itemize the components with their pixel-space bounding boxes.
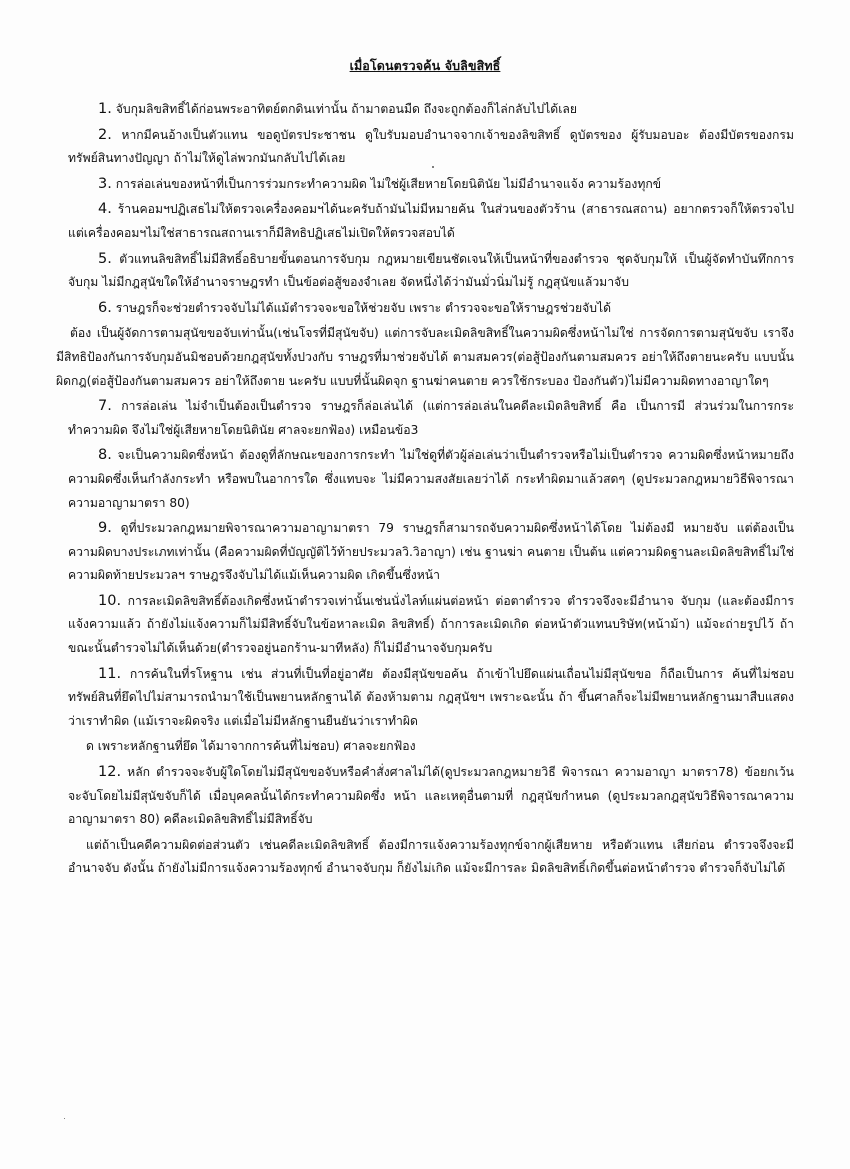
paragraph-text: หากมีคนอ้างเป็นตัวแทน ขอดูบัตรประชาชน ดูใบรับมอบอำนาจจากเจ้าของลิขสิทธิ์ ดูบัตรของ ผู้รับมอบอะ ต้องมีบัตรของกรมทรัพย์สินทางปัญญา ถ้าไม่ให้ดูไล่พวกมันกลับไปได้เลย xyxy=(68,127,795,166)
paragraph-text: ราษฎรก็จะช่วยตำรวจจับไม่ได้แม้ตำรวจจะขอให้ช่วยจับ เพราะ ตำรวจจะขอให้ราษฎรช่วยจับได้ xyxy=(115,300,612,315)
paragraph-3 xyxy=(68,173,794,197)
scan-speck xyxy=(432,166,434,168)
paragraph-text: ตัวแทนลิขสิทธิ์ไม่มีสิทธิ์อธิบายขั้นตอนการจับกุม กฎหมายเขียนชัดเจนให้เป็นหน้าที่ของตำรวจ ชุดจับกุมให้ เป็นผู้จัดทำบันทึกการจับกุม ไม่มีกฎสุนัขใดให้อำนาจราษฎรทำ เป็นข้อต่อสู้ของจำเลย จัดหนึ่งได้ว่ามันมั่วนิ่มไม่รู้ กฎสุนัขแล้วมาจับ xyxy=(68,251,794,290)
paragraph-text: ดูที่ประมวลกฎหมายพิจารณาความอาญามาตรา 79 ราษฎรก็สามารถจับความผิดซึ่งหน้าได้โดย ไม่ต้องมี หมายจับ แต่ต้องเป็นความผิดบางประเภทเท่านั้น (คือความผิดที่บัญญัติไว้ท้ายประมวลวิ.วิอาญา) เช่น ฐานฆ่า คนตาย เป็นต้น แต่ความผิดฐานละเมิดลิขสิทธิ์ไม่ใช่ความผิดท้ายประมวลฯ ราษฎรจึงจับไม่ได้แม้เห็นความผิด เกิดขึ้นซึ่งหน้า xyxy=(68,521,795,583)
paragraph-11 xyxy=(68,663,794,734)
paragraph-text: ด เพราะหลักฐานที่ยึด ได้มาจากการค้นที่ไม่ชอบ) ศาลจะยกฟ้อง xyxy=(86,739,416,754)
paragraph-number: 5. xyxy=(98,250,112,267)
document-body xyxy=(56,98,795,883)
paragraph-6 xyxy=(68,297,794,321)
paragraph-11-continuation xyxy=(68,735,794,759)
paragraph-4 xyxy=(68,198,794,245)
paragraph-number: 2. xyxy=(98,126,112,143)
paragraph-12 xyxy=(68,761,794,832)
paragraph-number: 10. xyxy=(98,592,122,609)
paragraph-number: 1. xyxy=(98,101,112,117)
paragraph-6-continuation xyxy=(56,322,794,393)
paragraph-text: แต่ถ้าเป็นคดีความผิดต่อส่วนตัว เช่นคดีละเมิดลิขสิทธิ์ ต้องมีการแจ้งความร้องทุกข์จากผู้เสียหาย หรือตัวแทน เสียก่อน ตำรวจจึงจะมีอำนาจจับ ดังนั้น ถ้ายังไม่มีการแจ้งความร้องทุกข์ อำนาจจับกุม ก็ยังไม่เกิด แม้จะมีการละ มิดลิขสิทธิ์เกิดขึ้นต่อหน้าตำรวจ ตำรวจก็จับไม่ได้ xyxy=(68,837,794,876)
paragraph-text: หลัก ตำรวจจะจับผู้ใดโดยไม่มีสุนัขขอจับหรือคำสั่งศาลไม่ได้(ดูประมวลกฎหมายวิธี พิจารณา ความอาญา มาตรา78) ข้อยกเว้น จะจับโดยไม่มีสุนัขจับก็ได้ เมื่อบุคคลนั้นได้กระทำความผิดซึ่ง หน้า และเหตุอื่นตามที่ กฎสุนัขกำหนด (ดูประมวลกฎสุนัขวิธีพิจารณาความอาญามาตรา 80) คดีละเมิดลิขสิทธิ์ไม่มีสิทธิ์จับ xyxy=(68,765,794,827)
paragraph-number: 11. xyxy=(98,665,122,682)
paragraph-number: 12. xyxy=(98,764,122,781)
document-title: เมื่อโดนตรวจค้น จับลิขสิทธิ์ xyxy=(349,58,501,73)
scan-speck xyxy=(64,1118,65,1119)
paragraph-number: 4. xyxy=(98,201,112,218)
paragraph-text: ต้อง เป็นผู้จัดการตามสุนัขขอจับเท่านั้น(เช่นโจรที่มีสุนัขจับ) แต่การจับละเมิดลิขสิทธิ์ในความผิดซึ่งหน้าไม่ใช่ การจัดการตามสุนัขจับ เราจึงมีสิทธิป้องกันการจับกุมอันมิชอบด้วยกฎสุนัขทั้งปวงกับ ราษฎรที่มาช่วยจับได้ ตามสมควร(ต่อสู้ป้องกันตามสมควร อย่าให้ถึงตายนะครับ แบบนั้นผิดกฎ(ต่อสู้ป้องกันตามสมควร อย่าให้ถึงตาย นะครับ แบบที่นั้นผิดจุก ฐานฆ่าคนตาย ควรใช้กระบอง ป้องกันตัว)ไม่มีความผิดทางอาญาใดๆ xyxy=(56,326,794,388)
paragraph-number: 8. xyxy=(98,447,112,464)
paragraph-text: จับกุมลิขสิทธิ์ได้ก่อนพระอาทิตย์ตกดินเท่านั้น ถ้ามาตอนมืด ถึงจะถูกต้องก็ไล่กลับไปได้เลย xyxy=(115,102,577,116)
paragraph-number: 9. xyxy=(98,520,112,537)
paragraph-5 xyxy=(68,248,794,295)
paragraph-10 xyxy=(68,590,794,661)
paragraph-text: การค้นในที่รโหฐาน เช่น ส่วนที่เป็นที่อยู่อาศัย ต้องมีสุนัขขอค้น ถ้าเข้าไปยึดแผ่นเถื่อนไม่มีสุนัขขอ ก็ถือเป็นการ ค้นที่ไม่ชอบ ทรัพย์สินที่ยึดไปไม่สามารถนำมาใช้เป็นพยานหลักฐานได้ ต้องห้ามตาม กฎสุนัขฯ เพราะฉะนั้น ถ้า ขึ้นศาลก็จะไม่มีพยานหลักฐานมาสืบแสดงว่าเราทำผิด (แม้เราจะผิดจริง แต่เมื่อไม่มีหลักฐานยืนยันว่าเราทำผิด xyxy=(68,666,794,728)
paragraph-text: การล่อเล่นของหน้าที่เป็นการร่วมกระทำความผิด ไม่ใช่ผู้เสียหายโดยนิตินัย ไม่มีอำนาจแจ้ง ความร้องทุกข์ xyxy=(115,176,662,191)
paragraph-9 xyxy=(68,517,794,588)
paragraph-number: 3. xyxy=(98,175,112,192)
paragraph-text: ร้านคอมฯปฏิเสธไม่ให้ตรวจเครื่องคอมฯได้นะครับถ้ามันไม่มีหมายค้น ในส่วนของตัวร้าน (สาธารณสถาน) อยากตรวจก็ให้ตรวจไป แต่เครื่องคอมฯไม่ใช่สาธารณสถานเราก็มีสิทธิปฏิเสธไม่เปิดให้ตรวจสอบได้ xyxy=(68,202,794,240)
paragraph-2 xyxy=(68,124,794,171)
paragraph-number: 7. xyxy=(98,398,112,415)
paragraph-text: จะเป็นความผิดซึ่งหน้า ต้องดูที่ลักษณะของการกระทำ ไม่ใช่ดูที่ตัวผู้ล่อเล่นว่าเป็นตำรวจหรือไม่เป็นตำรวจ ความผิดซึ่งหน้าหมายถึง ความผิดซึ่งเห็นกำลังกระทำ หรือพบในอาการใด ซึ่งแทบจะ ไม่มีความสงสัยเลยว่าได้ กระทำผิดมาแล้วสดๆ (ดูประมวลกฎหมายวิธีพิจารณาความอาญามาตรา 80) xyxy=(68,448,795,510)
paragraph-8 xyxy=(68,444,794,515)
paragraph-text: การล่อเล่น ไม่จำเป็นต้องเป็นตำรวจ ราษฎรก็ล่อเล่นได้ (แต่การล่อเล่นในคดีละเมิดลิขสิทธิ์ คือ เป็นการมี ส่วนร่วมในการกระทำความผิด จึงไม่ใช่ผู้เสียหายโดยนิตินัย ศาลจะยกฟ้อง) เหมือนข้อ3 xyxy=(68,399,794,437)
paragraph-7 xyxy=(68,395,794,442)
paragraph-1 xyxy=(68,98,794,122)
paragraph-number: 6. xyxy=(98,299,112,316)
paragraph-12-continuation xyxy=(68,834,794,881)
paragraph-text: การละเมิดลิขสิทธิ์ต้องเกิดซึ่งหน้าตำรวจเท่านั้นเช่นนั่งไลท์แผ่นต่อหน้า ต่อตาตำรวจ ตำรวจจึงจะมีอำนาจ จับกุม (และต้องมีการแจ้งความแล้ว ถ้ายังไม่แจ้งความก็ไม่มีสิทธิ์จับในข้อหาละเมิด ลิขสิทธิ์) ถ้าการละเมิดเกิด ต่อหน้าตัวแทนบริษัท(หน้าม้า) แม้จะถ่ายรูปไว้ ถ้าขณะนั้นตำรวจไม่ได้เห็นด้วย(ตำรวจอยู่นอกร้าน-มาทีหลัง) ก็ไม่มีอำนาจจับกุมครับ xyxy=(68,593,794,656)
